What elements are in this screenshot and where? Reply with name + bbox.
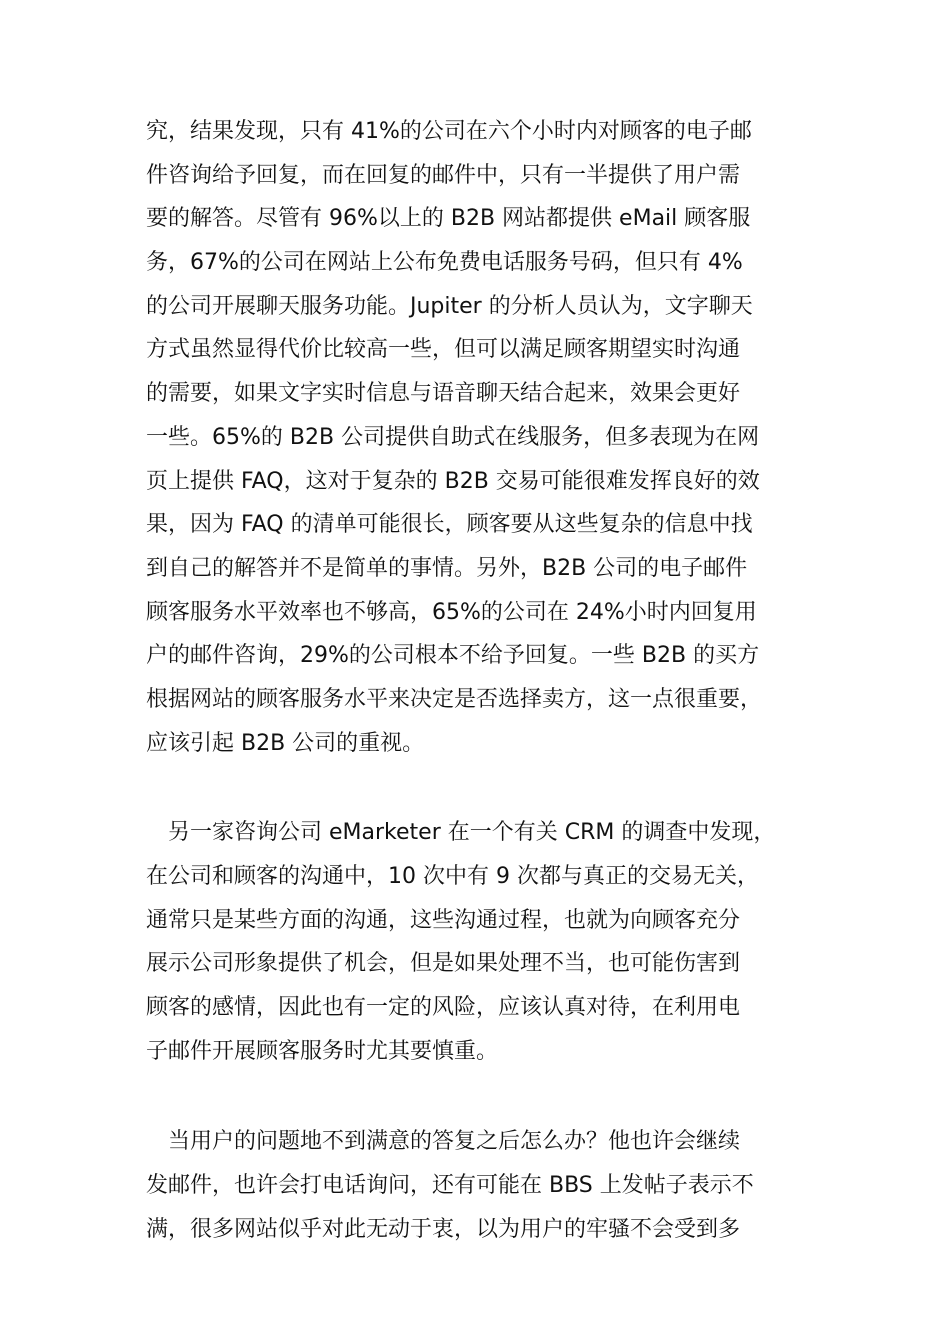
text-line: 的公司开展聊天服务功能。Jupiter 的分析人员认为，文字聊天: [146, 293, 753, 319]
paragraph-spacer: [146, 1073, 810, 1120]
text-line: 果，因为 FAQ 的清单可能很长，顾客要从这些复杂的信息中找: [146, 512, 753, 538]
text-line: 顾客的感情，因此也有一定的风险，应该认真对待，在利用电: [146, 995, 741, 1021]
text-line: 到自己的解答并不是简单的事情。另外，B2B 公司的电子邮件: [146, 555, 748, 581]
text-line: 展示公司形象提供了机会，但是如果处理不当，也可能伤害到: [146, 951, 741, 977]
text-line: 根据网站的顾客服务水平来决定是否选择卖方，这一点很重要，: [146, 686, 763, 712]
paragraph-3: [146, 1120, 810, 1251]
paragraph-1: [146, 110, 810, 765]
text-line: 顾客服务水平效率也不够高，65%的公司在 24%小时内回复用: [146, 599, 757, 625]
paragraph-spacer: [146, 765, 810, 811]
text-line: 应该引起 B2B 公司的重视。: [146, 730, 425, 756]
text-line: 发邮件，也许会打电话询问，还有可能在 BBS 上发帖子表示不: [146, 1173, 754, 1199]
text-line: 当用户的问题地不到满意的答复之后怎么办？他也许会继续: [146, 1129, 741, 1155]
text-line: 页上提供 FAQ，这对于复杂的 B2B 交易可能很难发挥良好的效: [146, 468, 760, 494]
text-line: 子邮件开展顾客服务时尤其要慎重。: [146, 1038, 499, 1064]
text-line: 的需要，如果文字实时信息与语音聊天结合起来，效果会更好: [146, 381, 741, 407]
text-line: 件咨询给予回复，而在回复的邮件中，只有一半提供了用户需: [146, 162, 741, 188]
text-line: 一些。65%的 B2B 公司提供自助式在线服务，但多表现为在网: [146, 424, 760, 450]
document-page: [146, 110, 810, 1252]
text-line: 户的邮件咨询，29%的公司根本不给予回复。一些 B2B 的买方: [146, 643, 760, 669]
text-line: 通常只是某些方面的沟通，这些沟通过程，也就为向顾客充分: [146, 907, 741, 933]
text-line: 在公司和顾客的沟通中，10 次中有 9 次都与真正的交易无关，: [146, 864, 759, 889]
text-line: 方式虽然显得代价比较高一些，但可以满足顾客期望实时沟通: [146, 337, 741, 363]
text-line: 满，很多网站似乎对此无动于衷，以为用户的牢骚不会受到多: [146, 1216, 741, 1242]
text-line: 另一家咨询公司 eMarketer 在一个有关 CRM 的调查中发现，: [146, 820, 776, 846]
text-line: 要的解答。尽管有 96%以上的 B2B 网站都提供 eMail 顾客服: [146, 206, 751, 232]
paragraph-2: [146, 811, 810, 1073]
text-line: 务，67%的公司在网站上公布免费电话服务号码，但只有 4%: [146, 250, 743, 276]
text-line: 究，结果发现，只有 41%的公司在六个小时内对顾客的电子邮: [146, 119, 752, 144]
